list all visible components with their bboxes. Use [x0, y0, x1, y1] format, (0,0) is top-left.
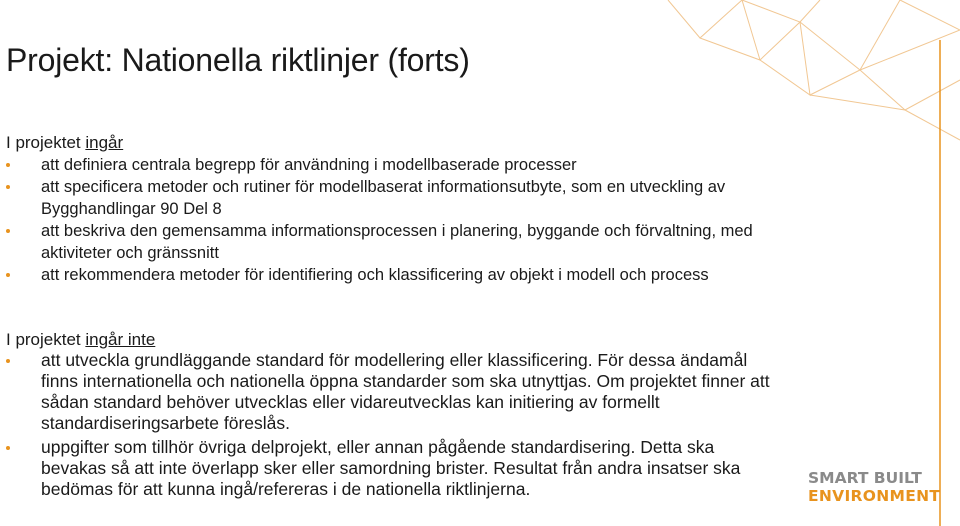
bullet-icon	[6, 185, 10, 189]
list-item-text: att utveckla grundläggande standard för modellering eller klassificering. För dessa ändamål finns internationella och nationella öppna standarder som ska utnyttjas. Om projektet finner att sådan standard behöver utvecklas eller vidareutvecklas kan initiering av formellt standardiseringsarbete föreslås.	[41, 350, 770, 433]
slide-title: Projekt: Nationella riktlinjer (forts)	[6, 42, 470, 78]
section-heading-prefix: I projektet	[6, 133, 86, 152]
logo-line-2: ENVIRONMENT	[808, 487, 941, 505]
bullet-icon	[6, 163, 10, 167]
excluded-list	[0, 350, 775, 503]
bullet-icon	[6, 273, 10, 277]
section-heading-underlined: ingår inte	[85, 330, 156, 349]
logo-line-1: SMART BUILT	[808, 469, 922, 487]
bullet-icon	[6, 229, 10, 233]
section-heading-excluded	[6, 330, 155, 350]
list-item-text: att specificera metoder och rutiner för modellbaserat informationsutbyte, som en utveckling av Bygghandlingar 90 Del 8	[41, 178, 726, 218]
list-item	[0, 350, 775, 434]
section-heading-prefix: I projektet	[6, 330, 86, 349]
section-heading-underlined: ingår	[85, 133, 124, 152]
section-heading-included	[6, 133, 123, 153]
smart-built-environment-logo	[808, 469, 940, 505]
list-item	[0, 264, 760, 286]
list-item-text: att beskriva den gemensamma informationsprocessen i planering, byggande och förvaltning, med aktiviteter och gränssnitt	[41, 222, 753, 262]
list-item	[0, 437, 775, 500]
bullet-icon	[6, 446, 10, 450]
list-item	[0, 154, 760, 176]
list-item	[0, 220, 760, 264]
list-item-text: uppgifter som tillhör övriga delprojekt, eller annan pågående standardisering. Detta ska bevakas så att inte överlapp sker eller samordning brister. Resultat från andra insatser ska bedömas för att kunna ingå/refereras i de nationella riktlinjerna.	[41, 437, 741, 499]
included-list	[0, 154, 760, 286]
list-item	[0, 176, 760, 220]
bullet-icon	[6, 359, 10, 363]
list-item-text: att rekommendera metoder för identifiering och klassificering av objekt i modell och process	[41, 266, 709, 284]
list-item-text: att definiera centrala begrepp för användning i modellbaserade processer	[41, 156, 577, 174]
